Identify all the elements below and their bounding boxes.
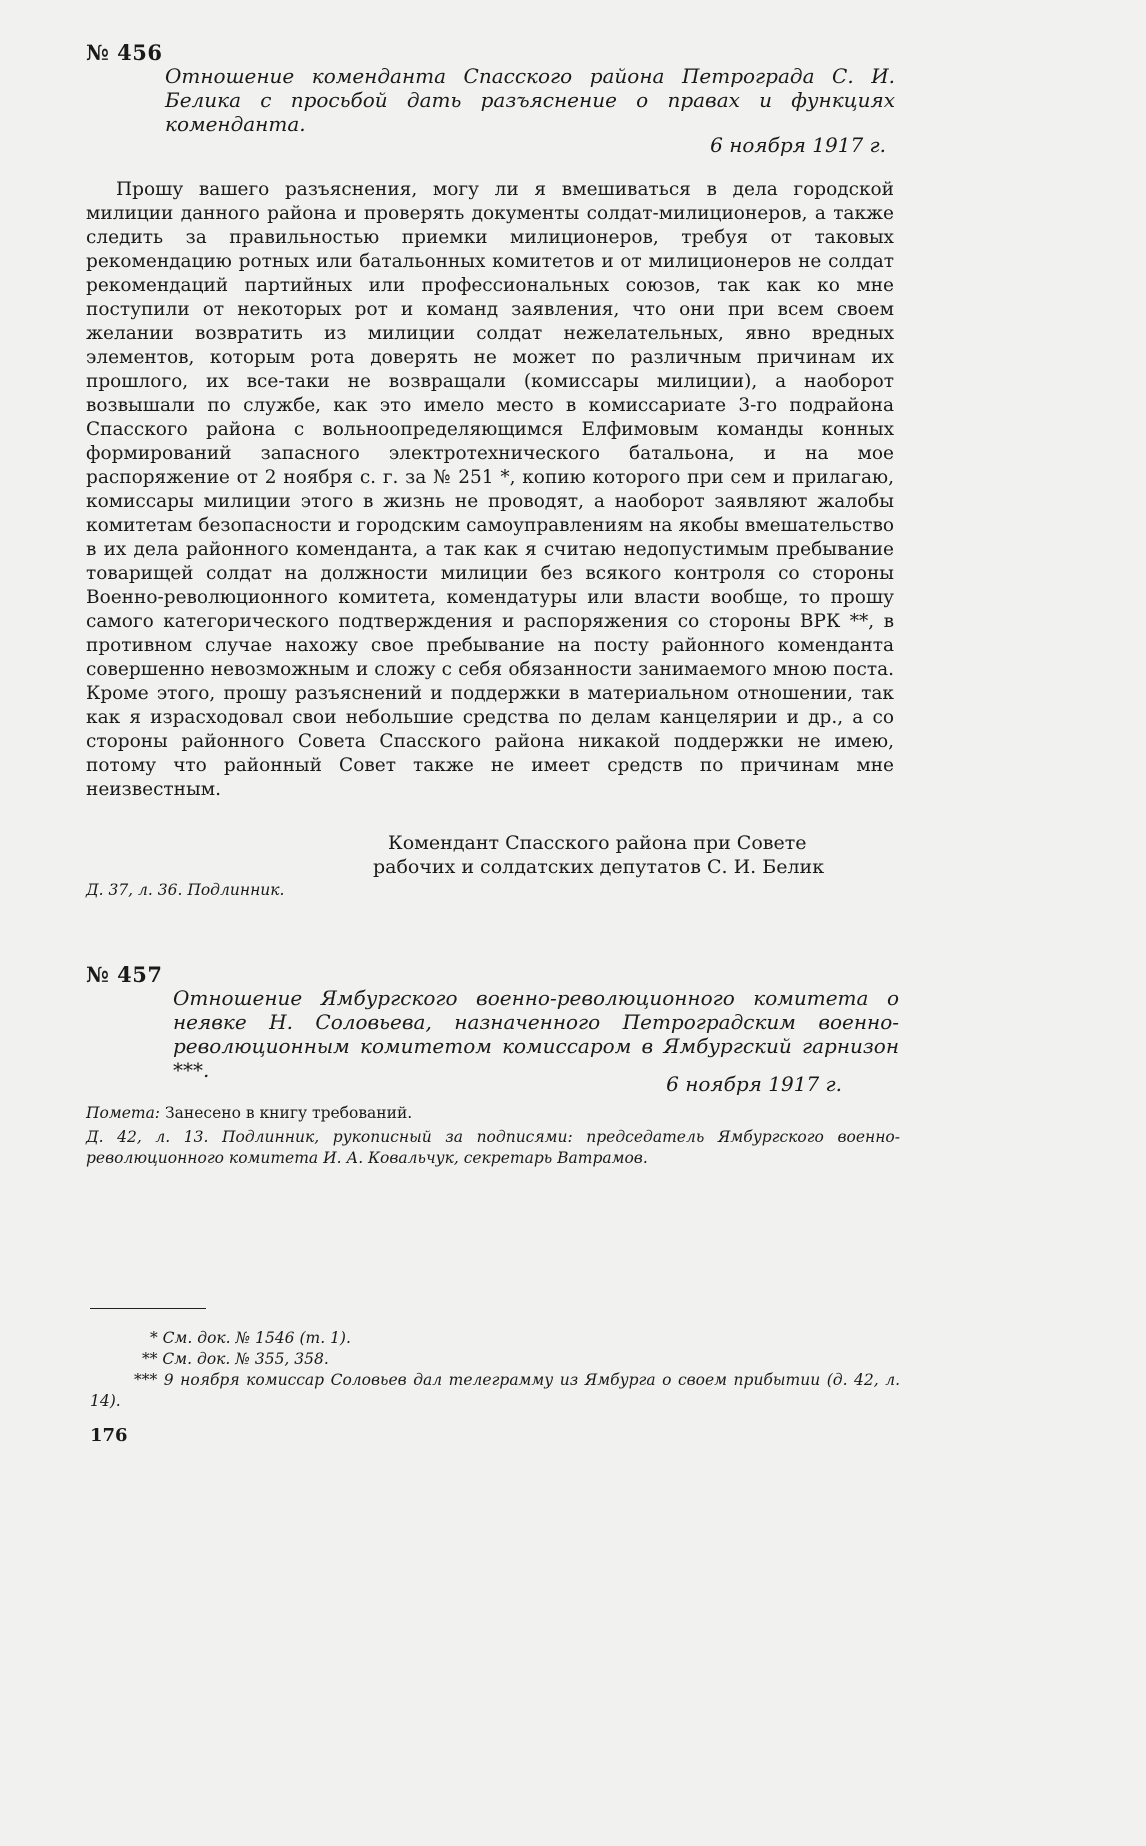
doc-457-note-label: Помета:	[86, 1104, 161, 1122]
footnote-1: * См. док. № 1546 (т. 1).	[150, 1329, 351, 1347]
doc-457-date: 6 ноября 1917 г.	[666, 1072, 842, 1096]
doc-456-date: 6 ноября 1917 г.	[710, 133, 886, 157]
doc-457-note-text: Занесено в книгу требований.	[164, 1104, 413, 1122]
footnote-3: *** 9 ноября комиссар Соловьев дал телеграмму из Ямбурга о своем прибытии (д. 42, л. 14).	[90, 1371, 900, 1410]
doc-456-body: Прошу вашего разъяснения, могу ли я вмешиваться в дела городской милиции данного района и проверять документы солдат-милиционеров, а также следить за правильностью приемки милиционеров, требуя от таковых рекомендацию ротных или батальонных комитетов и от милиционеров не солдат рекомендаций партийных или профессиональных союзов, так как ко мне поступили от некоторых рот и команд заявления, что они при всем своем желании возвратить из милиции солдат нежелательных, явно вредных элементов, которым рота доверять не может по различным причинам их прошлого, их все-таки не возвращали (комиссары милиции), а наоборот возвышали по службе, как это имело место в комиссариате 3-го подрайона Спасского района с вольноопределяющимся Елфимовым команды конных формирований запасного электротехнического батальона, и на мое распоряжение от 2 ноября с. г. за № 251 *, копию которого при сем и прилагаю, комиссары милиции этого в жизнь не проводят, а наоборот заявляют жалобы комитетам безопасности и городским самоуправлениям на якобы вмешательство в их дела районного коменданта, а так как я считаю недопустимым пребывание товарищей солдат на должности милиции без всякого контроля со стороны Военно-революционного комитета, комендатуры или власти вообще, то прошу самого категорического подтверждения и распоряжения со стороны ВРК **, в противном случае нахожу свое пребывание на посту районного коменданта совершенно невозможным и сложу с себя обязанности занимаемого мною поста. Кроме этого, прошу разъяснений и поддержки в материальном отношении, так как я израсходовал свои небольшие средства по делам канцелярии и др., а со стороны районного Совета Спасского района никакой поддержки не имею, потому что районный Совет также не имеет средств по причинам мне неизвестным.	[86, 179, 894, 800]
doc-457-note	[86, 1103, 412, 1124]
doc-456-number: № 456	[86, 40, 163, 65]
doc-456-signature-line1: Комендант Спасского района при Совете	[388, 832, 807, 854]
page-number: 176	[90, 1425, 128, 1446]
doc-456-title: Отношение коменданта Спасского района Петрограда С. И. Белика с просьбой дать разъяснение о правах и функциях коменданта.	[165, 64, 895, 136]
doc-456-signature-line2: рабочих и солдатских депутатов С. И. Белик	[373, 856, 825, 878]
footnote-divider	[90, 1308, 206, 1309]
doc-456-source: Д. 37, л. 36. Подлинник.	[86, 881, 285, 899]
doc-457-source: Д. 42, л. 13. Подлинник, рукописный за подписями: председатель Ямбургского военно-революционного комитета И. А. Ковальчук, секретарь Ватрамов.	[86, 1128, 900, 1167]
footnote-2: ** См. док. № 355, 358.	[142, 1350, 329, 1368]
doc-457-title: Отношение Ямбургского военно-революционного комитета о неявке Н. Соловьева, назначенного Петроградским военно-революционным комитетом комиссаром в Ямбургский гарнизон ***.	[173, 986, 899, 1082]
doc-457-number: № 457	[86, 962, 163, 987]
